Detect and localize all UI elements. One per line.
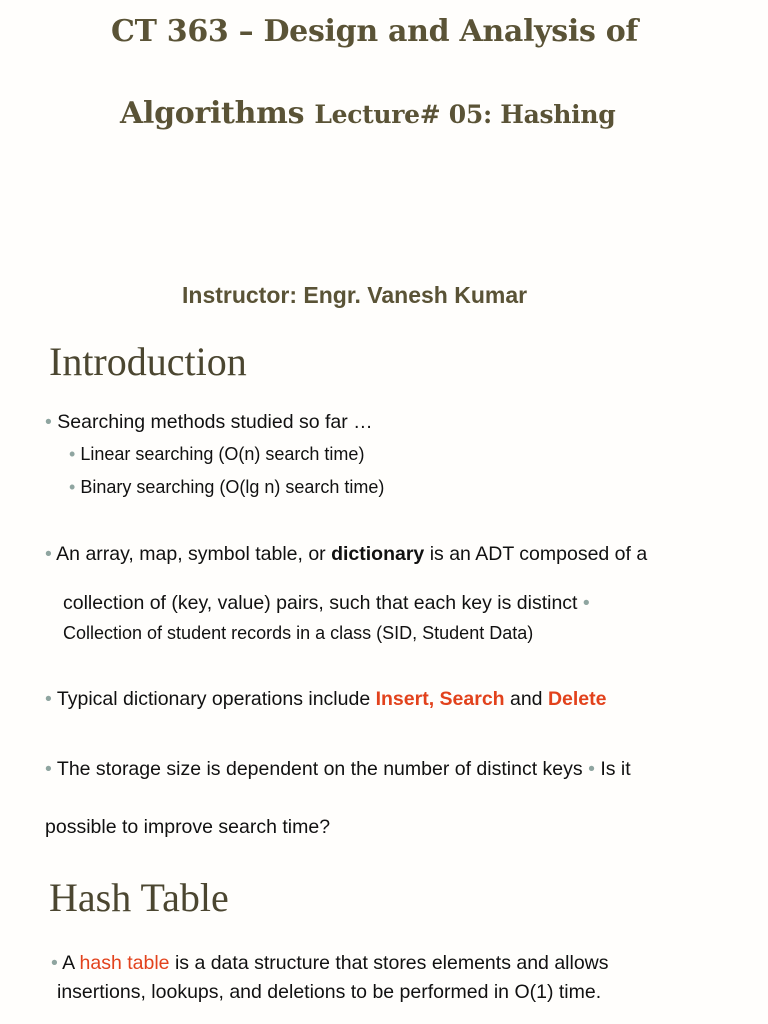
bullet-text: Linear searching (O(n) search time) — [80, 444, 365, 464]
list-item-continuation — [45, 816, 330, 839]
bullet-text: collection of (key, value) pairs, such that each key is distinct — [63, 592, 578, 614]
bullet-text: The storage size is dependent on the number of distinct keys — [56, 758, 583, 780]
lecture-title-sub: Lecture# 05: Hashing — [314, 100, 616, 129]
list-item — [69, 477, 384, 498]
bullet-text: Collection of student records in a class (SID, Student Data) — [63, 623, 534, 643]
term-hash-table: hash table — [79, 952, 170, 974]
bullet-text: possible to improve search time? — [45, 816, 331, 838]
list-item — [51, 952, 609, 975]
bullet-text: and — [504, 688, 548, 710]
bullet-text: A — [62, 952, 80, 974]
section-heading-introduction: Introduction — [49, 339, 247, 384]
term-dictionary: dictionary — [331, 543, 425, 565]
course-title: CT 363 – Design and Analysis of — [111, 14, 639, 49]
bullet-icon: • — [69, 477, 76, 497]
list-item — [45, 688, 606, 711]
instructor-line: Instructor: Engr. Vanesh Kumar — [182, 282, 528, 308]
bullet-icon: • — [582, 592, 590, 614]
term-insert-search: Insert, Search — [375, 688, 505, 710]
list-item-continuation — [63, 592, 590, 615]
bullet-icon: • — [45, 688, 52, 710]
list-item — [45, 543, 647, 566]
bullet-icon: • — [69, 444, 76, 464]
section-heading-hash-table: Hash Table — [49, 875, 229, 920]
list-item — [69, 444, 364, 465]
bullet-text: Binary searching (O(lg n) search time) — [80, 477, 385, 497]
bullet-text: Searching methods studied so far … — [57, 411, 373, 433]
bullet-text: is a data structure that stores elements and allows — [169, 952, 609, 974]
list-item-continuation — [57, 981, 601, 1004]
bullet-icon: • — [45, 758, 52, 780]
bullet-icon: • — [45, 411, 52, 433]
bullet-text: An array, map, symbol table, or — [56, 543, 332, 565]
bullet-text: Is it — [600, 758, 631, 780]
bullet-text: Typical dictionary operations include — [56, 688, 376, 710]
list-item — [63, 623, 533, 644]
bullet-icon: • — [45, 543, 52, 565]
lecture-title — [120, 96, 615, 131]
list-item — [45, 758, 631, 781]
bullet-icon: • — [51, 952, 58, 974]
term-delete: Delete — [547, 688, 607, 710]
lecture-title-main: Algorithms — [120, 96, 305, 131]
bullet-icon: • — [588, 758, 595, 780]
bullet-text: is an ADT composed of a — [424, 543, 648, 565]
bullet-text: insertions, lookups, and deletions to be performed in O(1) time. — [57, 981, 602, 1003]
list-item — [45, 411, 373, 434]
